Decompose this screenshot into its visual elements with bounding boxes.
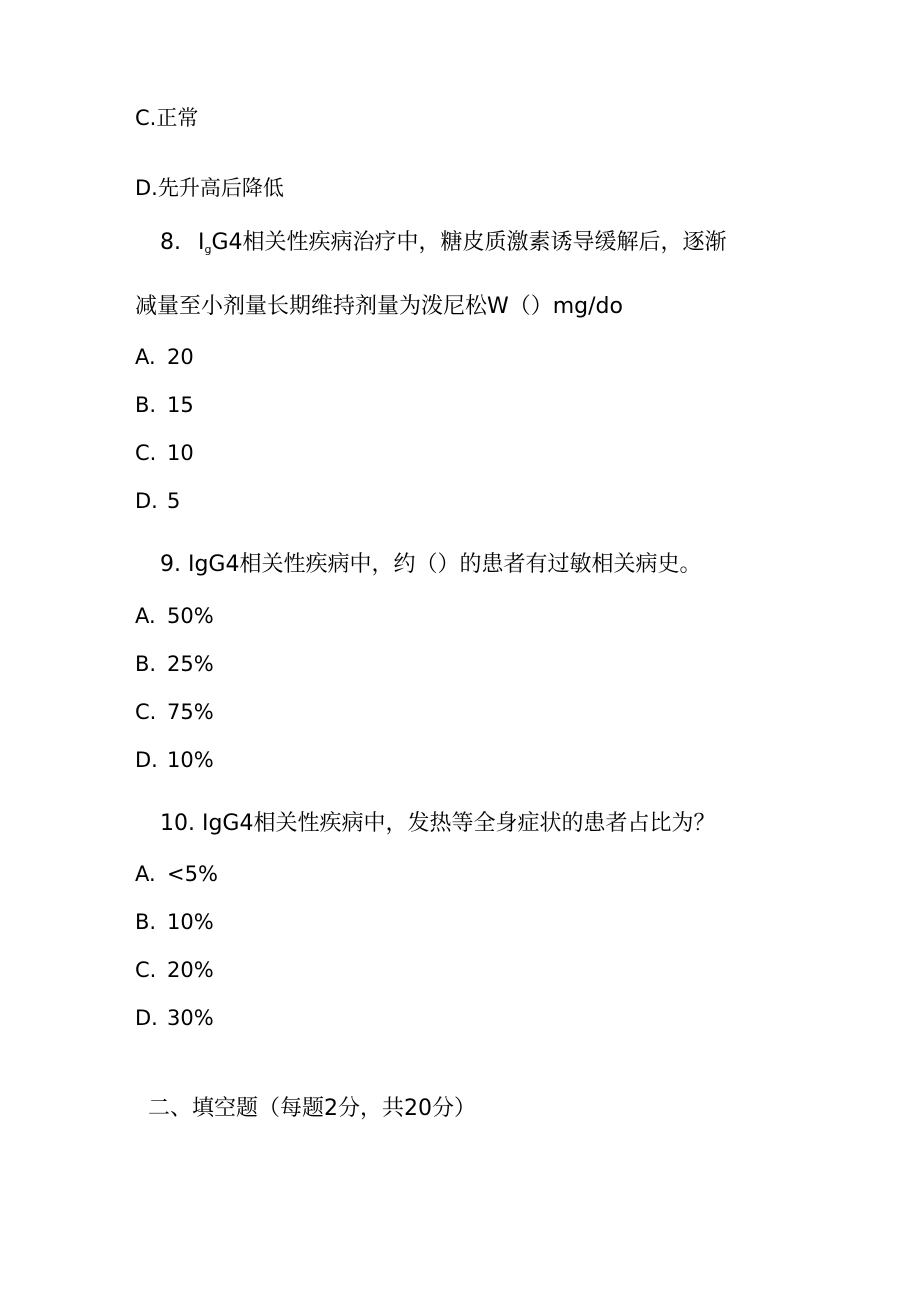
q8-option-a [135, 342, 194, 372]
q9-option-c [135, 697, 214, 727]
option-value: 25% [167, 652, 214, 676]
q10-stem: 10. IgG4相关性疾病中，发热等全身症状的患者占比为？ [160, 811, 716, 836]
option-letter: A. [135, 604, 156, 628]
option-value: 10 [167, 441, 194, 465]
option-value: 10% [167, 748, 214, 772]
q7-option-d: D.先升高后降低 [135, 176, 284, 200]
option-value: 10% [167, 910, 214, 934]
option-letter: B. [135, 910, 157, 934]
option-value: 20 [167, 345, 194, 369]
option-letter: D. [135, 748, 158, 772]
q9-option-b [135, 649, 214, 679]
q8-stem-line2: 减量至小剂量长期维持剂量为泼尼松W（）mg/do [135, 294, 623, 319]
option-value: <5% [167, 862, 218, 886]
option-letter: D. [135, 489, 158, 513]
q8-option-c [135, 438, 194, 468]
option-letter: C. [135, 700, 157, 724]
option-value: 20% [167, 958, 214, 982]
q9-stem: 9. IgG4相关性疾病中，约（）的患者有过敏相关病史。 [160, 552, 702, 577]
q10-option-d [135, 1003, 214, 1033]
q8-option-d [135, 486, 180, 516]
q10-option-a [135, 859, 218, 889]
q8-ig-letter: I [198, 230, 205, 255]
q8-stem-line1 [160, 228, 727, 265]
option-letter: D. [135, 1006, 158, 1030]
q8-option-b [135, 390, 194, 420]
q9-option-a [135, 601, 214, 631]
q9-option-d [135, 745, 214, 775]
q8-number: 8. [160, 230, 181, 255]
option-letter: A. [135, 345, 156, 369]
q8-stem-text: G4相关性疾病治疗中，糖皮质激素诱导缓解后，逐渐 [211, 230, 727, 255]
option-letter: B. [135, 652, 157, 676]
option-value: 30% [167, 1006, 214, 1030]
option-letter: A. [135, 862, 156, 886]
option-value: 5 [167, 489, 181, 513]
option-letter: C. [135, 958, 157, 982]
option-value: 50% [167, 604, 214, 628]
option-letter: C. [135, 441, 157, 465]
q10-option-c [135, 955, 214, 985]
option-value: 15 [167, 393, 194, 417]
section-title-fill-in: 二、填空题（每题2分，共20分） [148, 1096, 476, 1121]
q8-ig-subscript: g [204, 243, 212, 256]
option-value: 75% [167, 700, 214, 724]
option-letter: B. [135, 393, 157, 417]
q7-option-c: C.正常 [135, 106, 199, 130]
q10-option-b [135, 907, 214, 937]
